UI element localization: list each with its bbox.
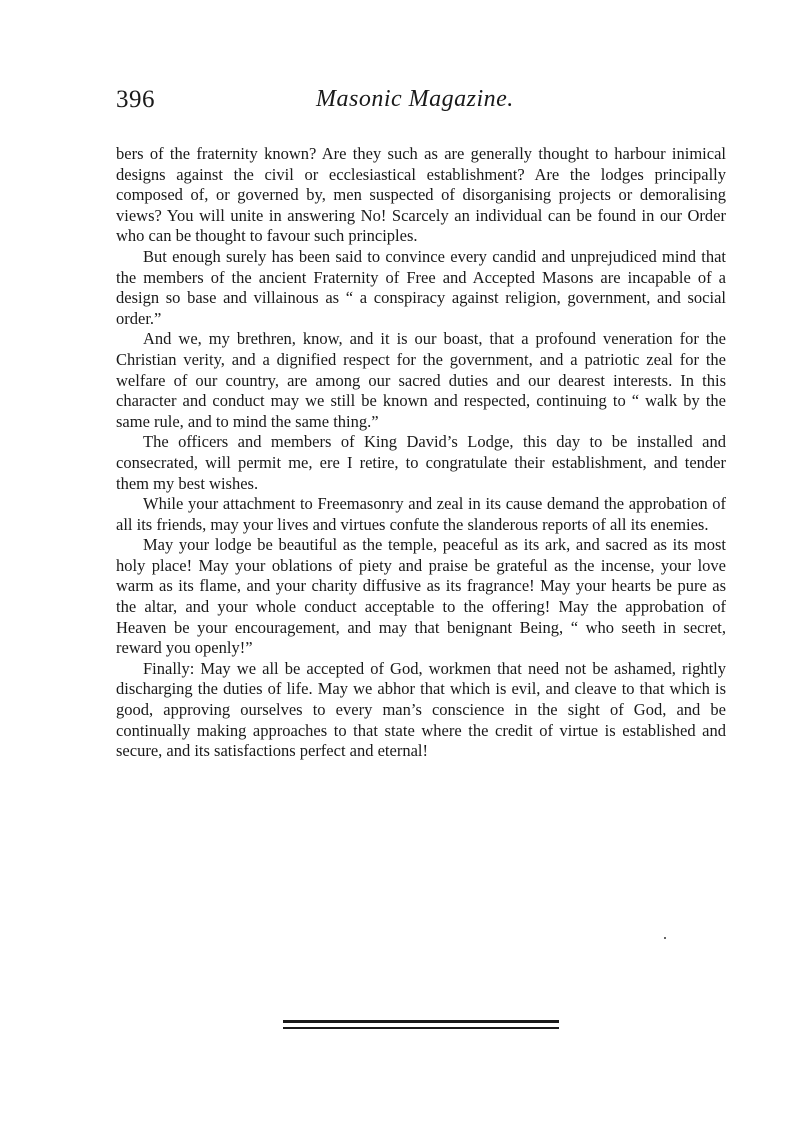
- body-text: [116, 144, 726, 762]
- page-header: [116, 86, 726, 122]
- paragraph: While your attachment to Freemasonry and zeal in its cause demand the approbation of all its friends, may your lives and virtues confute the slanderous reports of all its enemies.: [116, 494, 726, 534]
- print-speck: [664, 937, 666, 939]
- page-number: 396: [116, 86, 155, 113]
- paragraph: Finally: May we all be accepted of God, workmen that need not be ashamed, rightly discharging the duties of life. May we abhor that which is evil, and cleave to that which is good, approving ourselves to every man’s conscience in the sight of God, and be continually making approaches to that state where the credit of virtue is established and secure, and its satisfactions perfect and eternal!: [116, 658, 726, 761]
- end-rule: [283, 1020, 559, 1029]
- end-rule-thick: [283, 1020, 559, 1023]
- paragraph: The officers and members of King David’s Lodge, this day to be installed and consecrated, will permit me, ere I retire, to congratulate their establishment, and tender them my best wishes.: [116, 432, 726, 493]
- paragraph: But enough surely has been said to convince every candid and unprejudiced mind that the members of the ancient Fraternity of Free and Accepted Masons are incapable of a design so base and villainous as “ a conspiracy against religion, government, and social order.”: [116, 246, 726, 328]
- paragraph-continued: bers of the fraternity known? Are they such as are generally thought to harbour inimical designs against the civil or ecclesiastical establishment? Are the lodges principally composed of, or governed by, men suspected of disorganising projects or demoralising views? You will unite in answering No! Scarcely an individual can be found in our Order who can be thought to favour such principles.: [116, 144, 726, 246]
- running-title: Masonic Magazine.: [316, 86, 514, 112]
- paragraph: May your lodge be beautiful as the temple, peaceful as its ark, and sacred as its most holy place! May your oblations of piety and praise be grateful as the incense, your love warm as its flame, and your charity diffusive as its fragrance! May your hearts be pure as the altar, and your whole conduct acceptable to the offering! May the approbation of Heaven be your encouragement, and may that benignant Being, “ who seeth in secret, reward you openly!”: [116, 535, 726, 658]
- paragraph: And we, my brethren, know, and it is our boast, that a profound veneration for the Christian verity, and a dignified respect for the government, and a patriotic zeal for the welfare of our country, are among our sacred duties and our dearest interests. In this character and conduct may we still be known and respected, continuing to “ walk by the same rule, and to mind the same thing.”: [116, 329, 726, 431]
- end-rule-thin: [283, 1027, 559, 1029]
